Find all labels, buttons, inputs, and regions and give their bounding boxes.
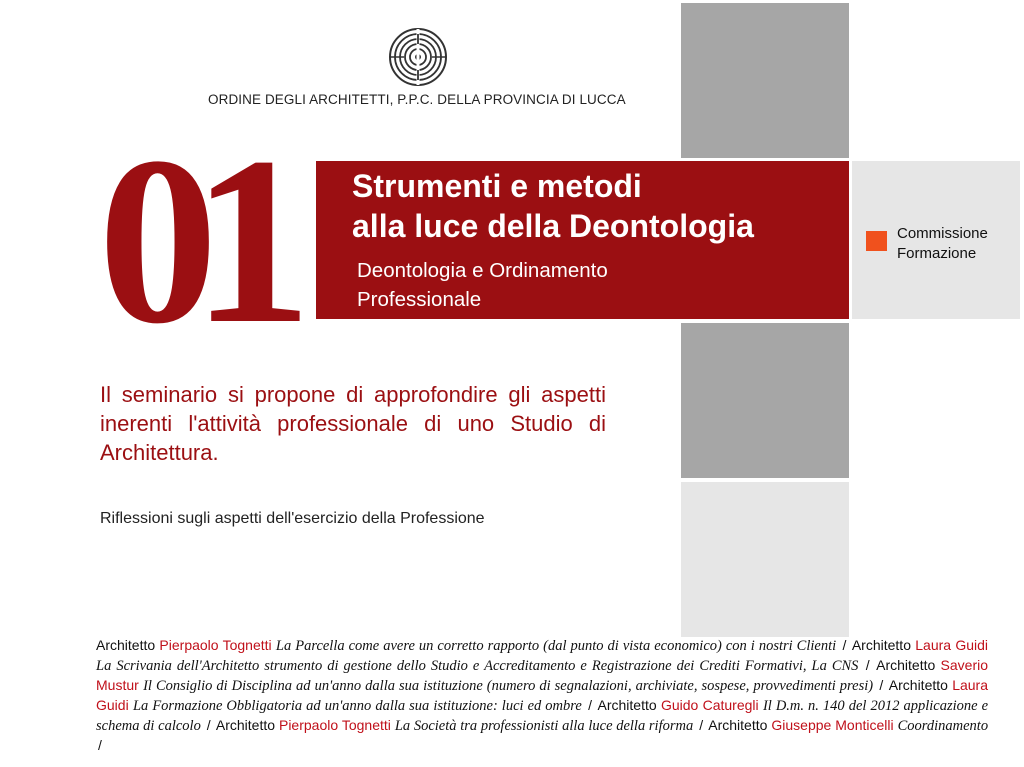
speaker-topic: Il Consiglio di Disciplina ad un'anno dalla sua istituzione (numero di segnalazioni, archiviate, sospese, provvedimenti presi) <box>143 678 874 694</box>
speaker-name: Saverio Mustur <box>96 657 989 693</box>
gray-block-bottom <box>681 482 849 637</box>
subtitle-line-1: Deontologia e Ordinamento <box>357 259 608 282</box>
speaker-topic: Il D.m. n. 140 del 2012 applicazione e schema di calcolo <box>96 698 989 734</box>
speaker-name: Giuseppe Monticelli <box>771 717 894 733</box>
speaker-role: Architetto <box>215 717 276 733</box>
speaker-topic: La Parcella come avere un corretto rapporto (dal punto di vista economico) con i nostri Clienti <box>275 638 837 654</box>
intro-paragraph: Il seminario si propone di approfondire gli aspetti inerenti l'attività professionale di uno Studio di Architettura. <box>100 382 606 465</box>
title-line-2: alla luce della Deontologia <box>352 208 754 244</box>
speaker-role: Architetto <box>708 717 768 733</box>
speaker-role: Architetto <box>851 637 911 653</box>
speaker-separator: / <box>842 637 847 653</box>
labyrinth-logo-icon <box>388 27 448 87</box>
speaker-role: Architetto <box>96 637 156 653</box>
speaker-name: Pierpaolo Tognetti <box>278 717 391 733</box>
page-title <box>352 166 754 246</box>
speaker-topic: La Società tra professionisti alla luce della riforma <box>394 718 694 734</box>
speaker-separator: / <box>879 677 884 693</box>
commission-marker-icon <box>866 231 887 251</box>
speaker-topic: Coordinamento <box>897 718 989 734</box>
speakers-list <box>96 636 988 755</box>
speaker-role: Architetto <box>597 697 657 713</box>
speaker-separator: / <box>699 717 704 733</box>
title-line-1: Strumenti e metodi <box>352 168 642 204</box>
section-number <box>98 107 290 373</box>
speaker-name: Guido Caturegli <box>660 697 759 713</box>
speaker-topic: La Formazione Obbligatoria ad un'anno dalla sua istituzione: luci ed ombre <box>132 698 582 714</box>
commission-line-2: Formazione <box>897 245 977 262</box>
organization-name: ORDINE DEGLI ARCHITETTI, P.P.C. DELLA PROVINCIA DI LUCCA <box>208 92 626 107</box>
commission-line-1: Commissione <box>897 225 988 242</box>
section-number-first: 0 <box>98 107 196 373</box>
speaker-name: Laura Guidi <box>96 677 989 713</box>
page-subtitle <box>357 256 608 314</box>
speaker-role: Architetto <box>876 657 936 673</box>
speaker-separator: / <box>588 697 592 713</box>
speaker-name: Pierpaolo Tognetti <box>159 637 272 653</box>
speaker-separator: / <box>865 657 870 673</box>
gray-block-middle <box>681 323 849 478</box>
speaker-separator: / <box>98 737 102 753</box>
speaker-topic: La Scrivania dell'Architetto strumento di gestione dello Studio e Accreditamento e Registrazione dei Crediti Formativi, La CNS <box>96 658 859 674</box>
commission-label <box>897 224 988 264</box>
gray-block-top <box>681 3 849 158</box>
speaker-role: Architetto <box>888 677 948 693</box>
subtitle-line-2: Professionale <box>357 288 482 311</box>
section-number-second: 1 <box>192 107 290 373</box>
speaker-name: Laura Guidi <box>915 637 989 653</box>
speaker-separator: / <box>206 717 211 733</box>
reflection-text: Riflessioni sugli aspetti dell'esercizio della Professione <box>100 510 485 527</box>
